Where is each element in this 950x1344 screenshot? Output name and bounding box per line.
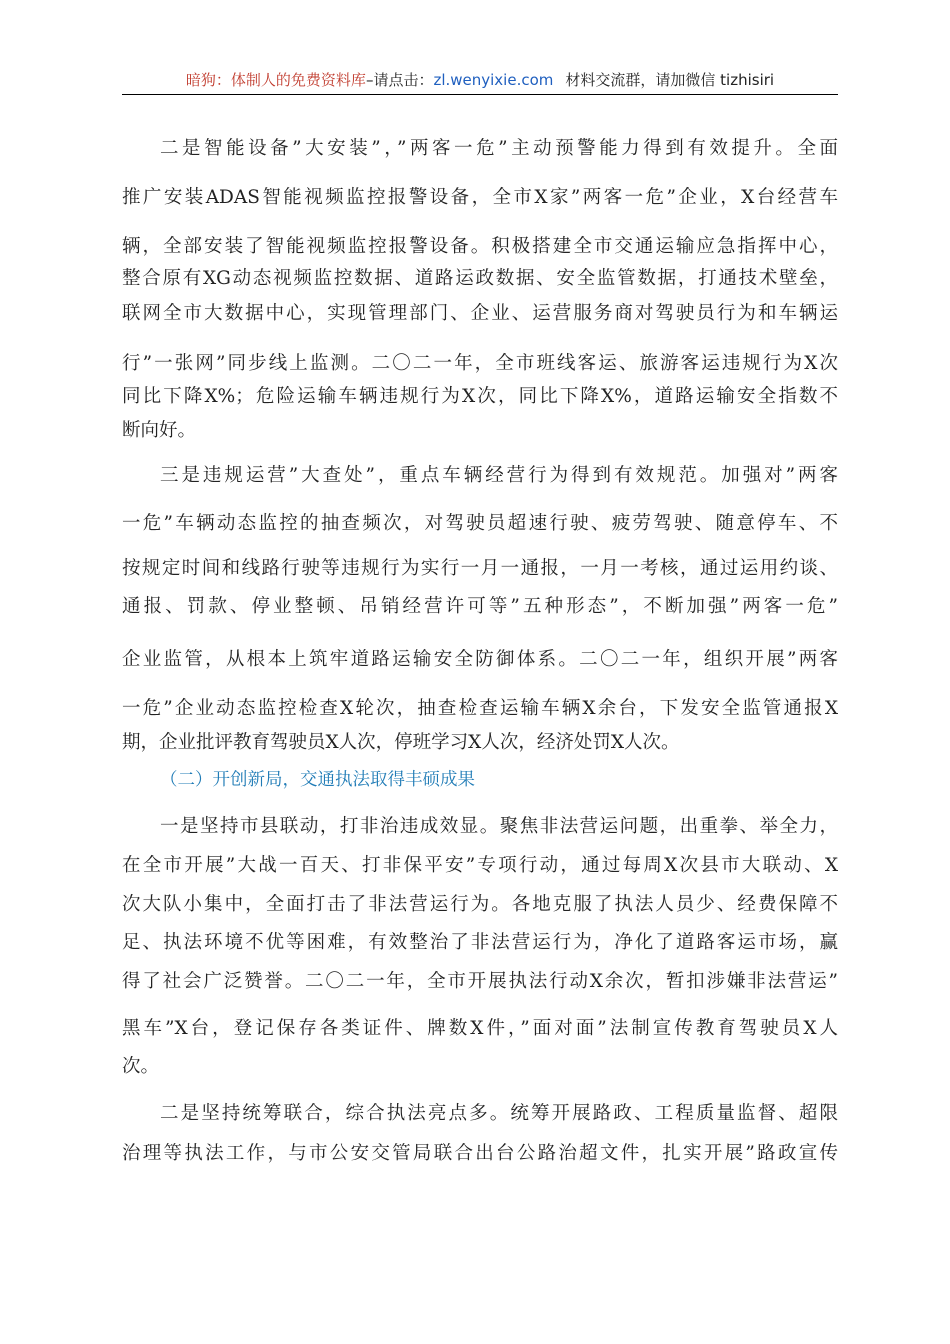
paragraph-line: 次大队小集中，全面打击了非法营运行为。各地克服了执法人员少、经费保障不 <box>122 894 838 915</box>
paragraph-line: 二是坚持统筹联合，综合执法亮点多。统筹开展路政、工程质量监督、超限 <box>160 1103 838 1124</box>
paragraph-line: 治理等执法工作，与市公安交管局联合出台公路治超文件，扎实开展”路政宣传 <box>122 1143 838 1164</box>
paragraph-line: 足、执法环境不优等困难，有效整治了非法营运行为，净化了道路客运市场，赢 <box>122 932 838 953</box>
page-header <box>122 66 838 95</box>
paragraph-line: 二是智能设备”大安装”，”两客一危”主动预警能力得到有效提升。全面 <box>160 138 838 159</box>
paragraph-line: 次。 <box>122 1056 160 1077</box>
header-group-info: 材料交流群，请加微信 tizhisiri <box>565 71 775 89</box>
paragraph-line: 辆，全部安装了智能视频监控报警设备。积极搭建全市交通运输应急指挥中心， <box>122 236 838 257</box>
paragraph-line: 黑车”X台，登记保存各类证件、牌数X件，”面对面”法制宣传教育驾驶员X人 <box>122 1018 838 1039</box>
paragraph-line: 联网全市大数据中心，实现管理部门、企业、运营服务商对驾驶员行为和车辆运 <box>122 303 838 324</box>
paragraph-line: 同比下降X%；危险运输车辆违规行为X次，同比下降X%，道路运输安全指数不 <box>122 386 838 407</box>
header-url-link[interactable]: zl.wenyixie.com <box>433 71 554 89</box>
paragraph-line: 按规定时间和线路行驶等违规行为实行一月一通报，一月一考核，通过运用约谈、 <box>122 558 838 579</box>
paragraph-line: 一危”车辆动态监控的抽查频次，对驾驶员超速行驶、疲劳驾驶、随意停车、不 <box>122 513 838 534</box>
paragraph-line: 断向好。 <box>122 420 197 441</box>
paragraph-line: 推广安装ADAS智能视频监控报警设备，全市X家”两客一危”企业，X台经营车 <box>122 187 838 208</box>
header-link-label: –请点击： <box>365 71 434 89</box>
paragraph-line: 一是坚持市县联动，打非治违成效显。聚焦非法营运问题，出重拳、举全力， <box>160 816 838 837</box>
paragraph-line: 整合原有XG动态视频监控数据、道路运政数据、安全监管数据，打通技术壁垒， <box>122 268 838 289</box>
paragraph-line: 通报、罚款、停业整顿、吊销经营许可等”五种形态”，不断加强”两客一危” <box>122 596 838 617</box>
paragraph-line: 在全市开展”大战一百天、打非保平安”专项行动，通过每周X次县市大联动、X <box>122 855 838 876</box>
paragraph-line: 行”一张网”同步线上监测。二〇二一年，全市班线客运、旅游客运违规行为X次 <box>122 353 838 374</box>
header-brand: 暗狗：体制人的免费资料库 <box>185 71 366 89</box>
paragraph-line: 一危”企业动态监控检查X轮次，抽查检查运输车辆X余台，下发安全监管通报X <box>122 698 838 719</box>
paragraph-line: 期，企业批评教育驾驶员X人次，停班学习X人次，经济处罚X人次。 <box>122 732 680 753</box>
paragraph-line: 企业监管，从根本上筑牢道路运输安全防御体系。二〇二一年，组织开展”两客 <box>122 649 838 670</box>
paragraph-line: 三是违规运营”大查处”，重点车辆经营行为得到有效规范。加强对”两客 <box>160 465 838 486</box>
section-heading: （二）开创新局，交通执法取得丰硕成果 <box>160 770 475 790</box>
paragraph-line: 得了社会广泛赞誉。二〇二一年，全市开展执法行动X余次，暂扣涉嫌非法营运” <box>122 971 838 992</box>
